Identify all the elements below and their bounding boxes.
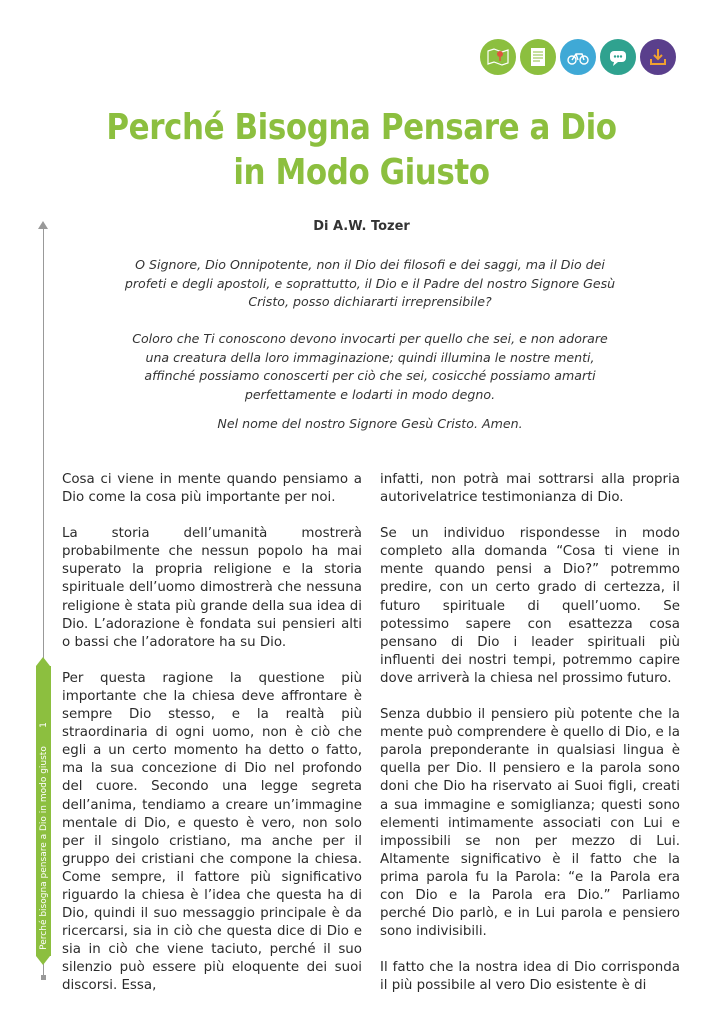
author-byline: Di A.W. Tozer — [313, 219, 410, 234]
page-number: 1 — [38, 722, 49, 728]
line-end-marker — [41, 975, 46, 980]
body-paragraph: Il fatto che la nostra idea di Dio corrisponda il più possibile al vero Dio esistente è di — [380, 960, 680, 994]
toolbar — [479, 38, 677, 76]
page-title — [51, 105, 673, 195]
bike-icon[interactable] — [559, 38, 597, 76]
body-paragraph: Senza dubbio il pensiero più potente che la mente può comprendere è quello di Dio, e la parola preponderante in qualsiasi lingua è quella per Dio. Il pensiero e la parola sono doni che Dio ha riservato ai Suoi figli, creati a sua immagine e somiglianza; questi sono elementi intimamente associati con Lui e impossibili se non per mezzo di Lui. Altamente significativo è il fatto che la prima parola fu la Parola: “e la Parola era con Dio e la Parola era Dio.” Parliamo perché Dio parlò, e in Lui parola e pensiero sono indivisibili. — [380, 707, 680, 940]
marker-tip — [36, 657, 50, 666]
prayer-paragraph: Coloro che Ti conoscono devono invocarti per quello che sei, e non adorare una creatura della loro immaginazione; quindi illumina le nostre menti, affinché possiamo conoscerti per ciò che sei, cosicché possiamo amarti perfettamente e lodarti in modo degno. — [132, 331, 608, 402]
left-column — [62, 471, 362, 1014]
body-paragraph: Cosa ci viene in mente quando pensiamo a Dio come la cosa più importante per noi. — [62, 472, 362, 506]
marker-tip — [36, 956, 50, 965]
prayer-paragraph: Nel nome del nostro Signore Gesù Cristo. Amen. — [217, 416, 523, 431]
body-paragraph: infatti, non potrà mai sottrarsi alla propria autorivelatrice testimonianza di Dio. — [380, 472, 680, 506]
map-icon[interactable] — [479, 38, 517, 76]
download-icon[interactable] — [639, 38, 677, 76]
body-paragraph: Se un individuo rispondesse in modo completo alla domanda “Cosa ti viene in mente quando pensi a Dio?” potremmo predire, con un certo grado di certezza, il futuro spirituale di quell’uomo. Se potessimo sapere con esattezza cosa pensano di Dio i leader spirituali più influenti dei nostri tempi, potremmo capire dove arriverà la chiesa nel prossimo futuro. — [380, 526, 680, 686]
chat-icon[interactable] — [599, 38, 637, 76]
body-paragraph: Per questa ragione la questione più importante che la chiesa deve affrontare è sempre Dio stesso, e la realtà più straordinaria di ogni uomo, non è ciò che egli a un certo momento ha detto o fatto, ma la sua concezione di Dio nel profondo del cuore. Secondo una legge segreta dell’anima, tendiamo a creare un’immagine mentale di Dio, e questo è vero, non solo per il singolo cristiano, ma anche per il gruppo dei cristiani che compone la chiesa. Come sempre, il fattore più significativo riguardo la chiesa è l’idea che questa ha di Dio, quindi il suo messaggio principale è da ricercarsi, sia in ciò che questa dice di Dio e sia in ciò che viene taciuto, perché il suo silenzio può essere più eloquente dei suoi discorsi. Essa, — [62, 670, 362, 994]
right-column — [380, 471, 680, 1013]
title-line-2: in Modo Giusto — [233, 152, 490, 193]
document-icon[interactable] — [519, 38, 557, 76]
running-title: Perché bisogna pensare a Dio in modo giusto — [38, 746, 49, 950]
prayer-paragraph: O Signore, Dio Onnipotente, non il Dio dei filosofi e dei saggi, ma il Dio dei profeti e degli apostoli, e soprattutto, il Dio e il Padre del nostro Signore Gesù Cristo, posso dichiararti irreprensibile? — [124, 257, 616, 309]
body-paragraph: La storia dell’umanità mostrerà probabilmente che nessun popolo ha mai superato la propria religione e la storia spirituale dell’uomo dimostrerà che nessuna religione è stata più grande della sua idea di Dio. L’adorazione è fondata sui pensieri alti o bassi che l’adoratore ha su Dio. — [62, 526, 362, 650]
title-line-1: Perché Bisogna Pensare a Dio — [106, 107, 617, 148]
